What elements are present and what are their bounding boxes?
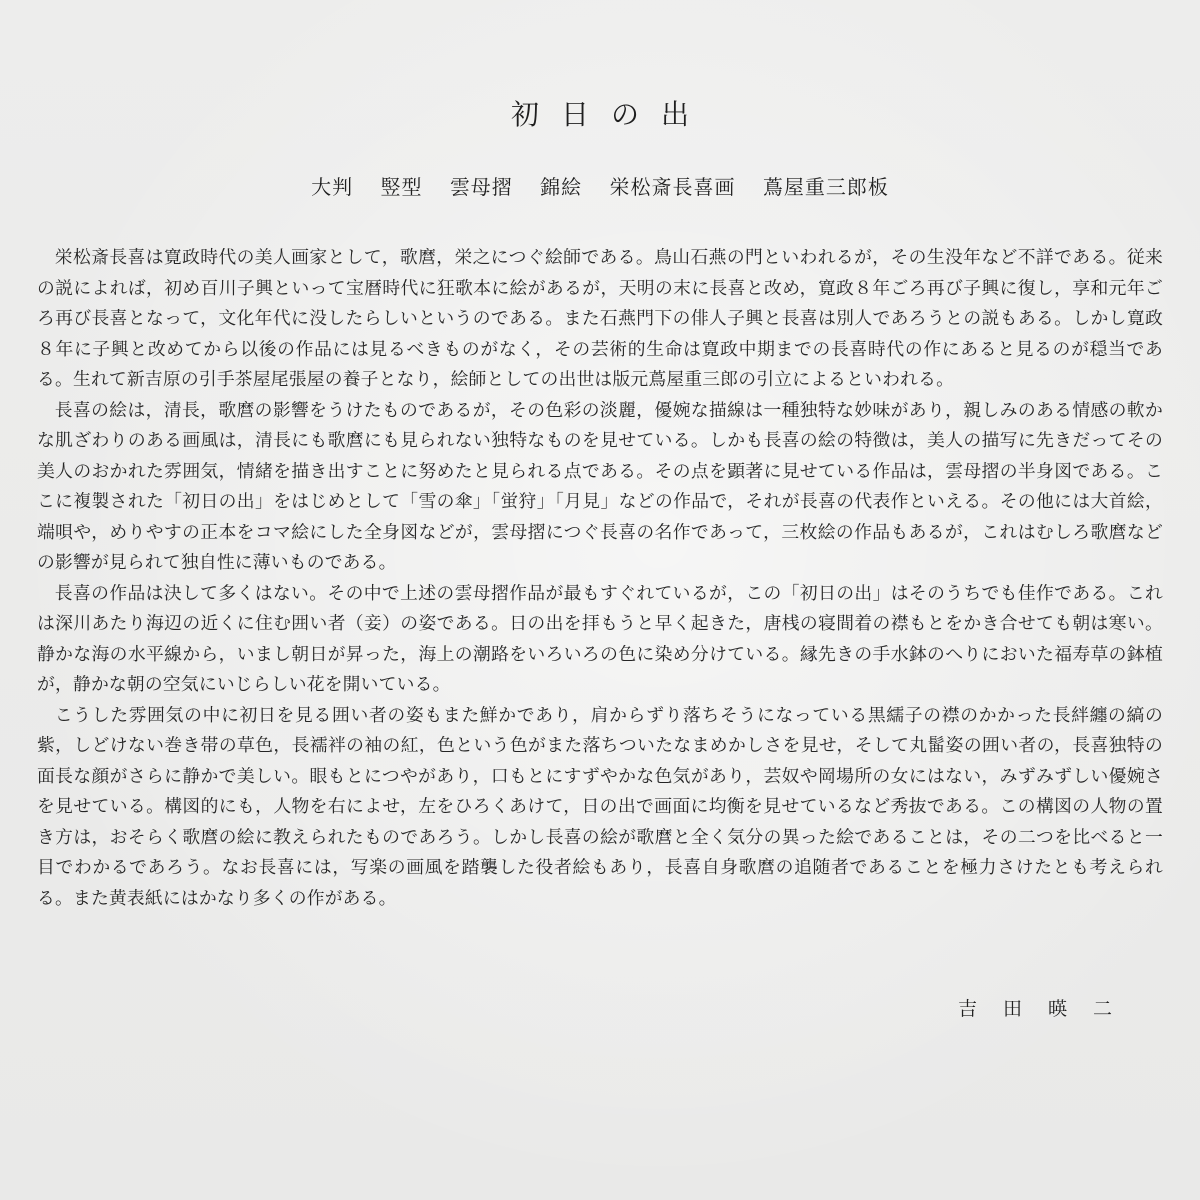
paragraph: 長喜の絵は，清長，歌麿の影響をうけたものであるが，その色彩の淡麗，優婉な描線は一種独特な妙味があり，親しみのある情感の軟かな肌ざわりのある画風は，清長にも歌麿にも見られない独特なものを見せている。しかも長喜の絵の特徴は，美人の描写に先きだってその美人のおかれた雰囲気，情緒を描き出すことに努めたと見られる点である。その点を顕著に見せている作品は，雲母摺の半身図である。ここに複製された「初日の出」をはじめとして「雪の傘」「蛍狩」「月見」などの作品で，それが長喜の代表作といえる。その他には大首絵，端唄や，めりやすの正本をコマ絵にした全身図などが，雲母摺につぐ長喜の名作であって，三枚絵の作品もあるが，これはむしろ歌麿などの影響が見られて独自性に薄いものである。 <box>37 399 1163 573</box>
spec-type: 錦絵 <box>540 175 583 199</box>
article-body <box>37 243 1163 914</box>
paragraph: 栄松斎長喜は寛政時代の美人画家として，歌麿，栄之につぐ絵師である。鳥山石燕の門といわれるが，その生没年など不詳である。従来の説によれば，初め百川子興といって宝暦時代に狂歌本に絵があるが，天明の末に長喜と改め，寛政８年ごろ再び子興に復し，享和元年ごろ再び長喜となって，文化年代に没したらしいというのである。また石燕門下の俳人子興と長喜は別人であろうとの説もある。しかし寛政８年に子興と改めてから以後の作品には見るべきものがなく，その芸術的生命は寛政中期までの長喜時代の作にあると見るのが穏当である。生れて新吉原の引手茶屋尾張屋の養子となり，絵師としての出世は版元蔦屋重三郎の引立によるといわれる。 <box>37 247 1163 390</box>
paragraph: 長喜の作品は決して多くはない。その中で上述の雲母摺作品が最もすぐれているが，この「初日の出」はそのうちでも佳作である。これは深川あたり海辺の近くに住む囲い者（妾）の姿である。日の出を拝もうと早く起きた，唐桟の寝間着の襟もとをかき合せても朝は寒い。静かな海の水平線から，いまし朝日が昇った，海上の潮路をいろいろの色に染め分けている。縁先きの手水鉢のへりにおいた福寿草の鉢植が，静かな朝の空気にいじらしい花を開いている。 <box>37 582 1163 695</box>
spec-artist: 栄松斎長喜画 <box>609 175 736 199</box>
print-specification <box>0 173 1200 201</box>
document-title: 初日の出 <box>510 98 711 131</box>
spec-orientation: 竪型 <box>380 175 423 199</box>
paragraph: こうした雰囲気の中に初日を見る囲い者の姿もまた鮮かであり，肩からずり落ちそうになっている黒繻子の襟のかかった長絆纏の縞の紫，しどけない巻き帯の草色，長襦袢の袖の紅，色という色がまた落ちついたなまめかしさを見せ，そして丸髷姿の囲い者の，長喜独特の面長な顔がさらに静かで美しい。眼もとにつやがあり，口もとにすずやかな色気があり，芸奴や岡場所の女にはない，みずみずしい優婉さを見せている。構図的にも，人物を右によせ，左をひろくあけて，日の出で画面に均衡を見せているなど秀抜である。この構図の人物の置き方は，おそらく歌麿の絵に教えられたものであろう。しかし長喜の絵が歌麿と全く気分の異った絵であることは，その二つを比べると一目でわかるであろう。なお長喜には，写楽の画風を踏襲した役者絵もあり，長喜自身歌麿の追随者であることを極力さけたとも考えられる。また黄表紙にはかなり多くの作がある。 <box>37 704 1163 909</box>
author-name: 吉田暎二 <box>957 998 1138 1020</box>
spec-format: 大判 <box>311 175 354 199</box>
spec-publisher: 蔦屋重三郎板 <box>762 175 889 199</box>
spec-technique: 雲母摺 <box>449 175 513 199</box>
